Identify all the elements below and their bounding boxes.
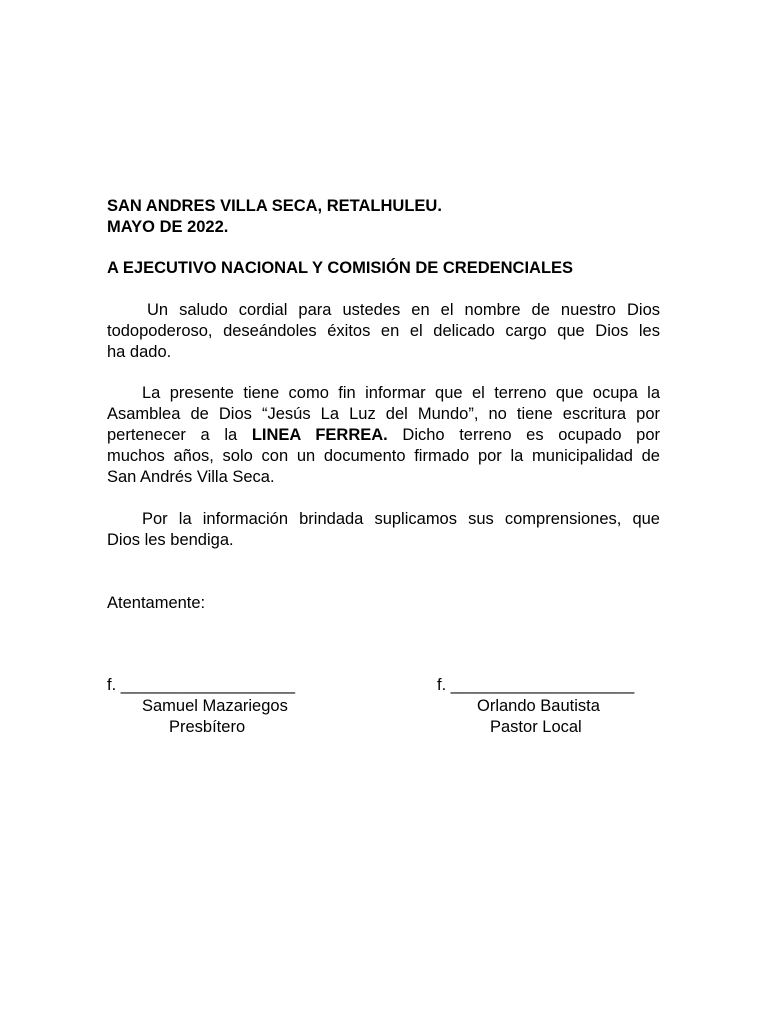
farewell-text: Atentamente: — [107, 594, 206, 612]
signature-line-left: f. ___________________ — [107, 676, 296, 694]
closing-line-1: Por la información brindada suplicamos sus comprensiones, que — [142, 510, 660, 528]
greeting-line-3: ha dado. — [107, 343, 172, 361]
signature-block-right — [437, 675, 634, 738]
signature-block-left — [107, 675, 295, 738]
greeting-line-1: Un saludo cordial para ustedes en el nombre de nuestro Dios — [147, 301, 660, 319]
signature-line-right: f. ____________________ — [437, 676, 635, 694]
signer-role-left: Presbítero — [169, 718, 246, 736]
signer-name-right: Orlando Bautista — [477, 697, 600, 715]
info-line-3-start: pertenecer a la — [107, 426, 238, 444]
linea-ferrea-emphasis: LINEA FERREA. — [251, 426, 388, 444]
info-line-1: La presente tiene como fin informar que el terreno que ocupa la — [142, 384, 660, 402]
signer-name-left: Samuel Mazariegos — [142, 697, 288, 715]
info-line-4: muchos años, solo con un documento firmado por la municipalidad de — [107, 447, 660, 465]
greeting-paragraph — [107, 300, 660, 363]
addressee-heading: A EJECUTIVO NACIONAL Y COMISIÓN DE CREDENCIALES — [107, 259, 574, 277]
info-paragraph — [107, 383, 660, 488]
greeting-line-2: todopoderoso, deseándoles éxitos en el delicado cargo que Dios les — [107, 322, 660, 340]
closing-paragraph — [107, 509, 660, 551]
closing-line-2: Dios les bendiga. — [107, 531, 234, 549]
info-line-5: San Andrés Villa Seca. — [107, 468, 275, 486]
info-line-3 — [107, 425, 660, 446]
place-heading: SAN ANDRES VILLA SECA, RETALHULEU. — [107, 197, 442, 215]
info-line-2: Asamblea de Dios “Jesús La Luz del Mundo”, no tiene escritura por — [107, 405, 660, 423]
signer-role-right: Pastor Local — [490, 718, 582, 736]
date-heading: MAYO DE 2022. — [107, 218, 229, 236]
info-line-3-end: Dicho terreno es ocupado por — [402, 426, 660, 444]
